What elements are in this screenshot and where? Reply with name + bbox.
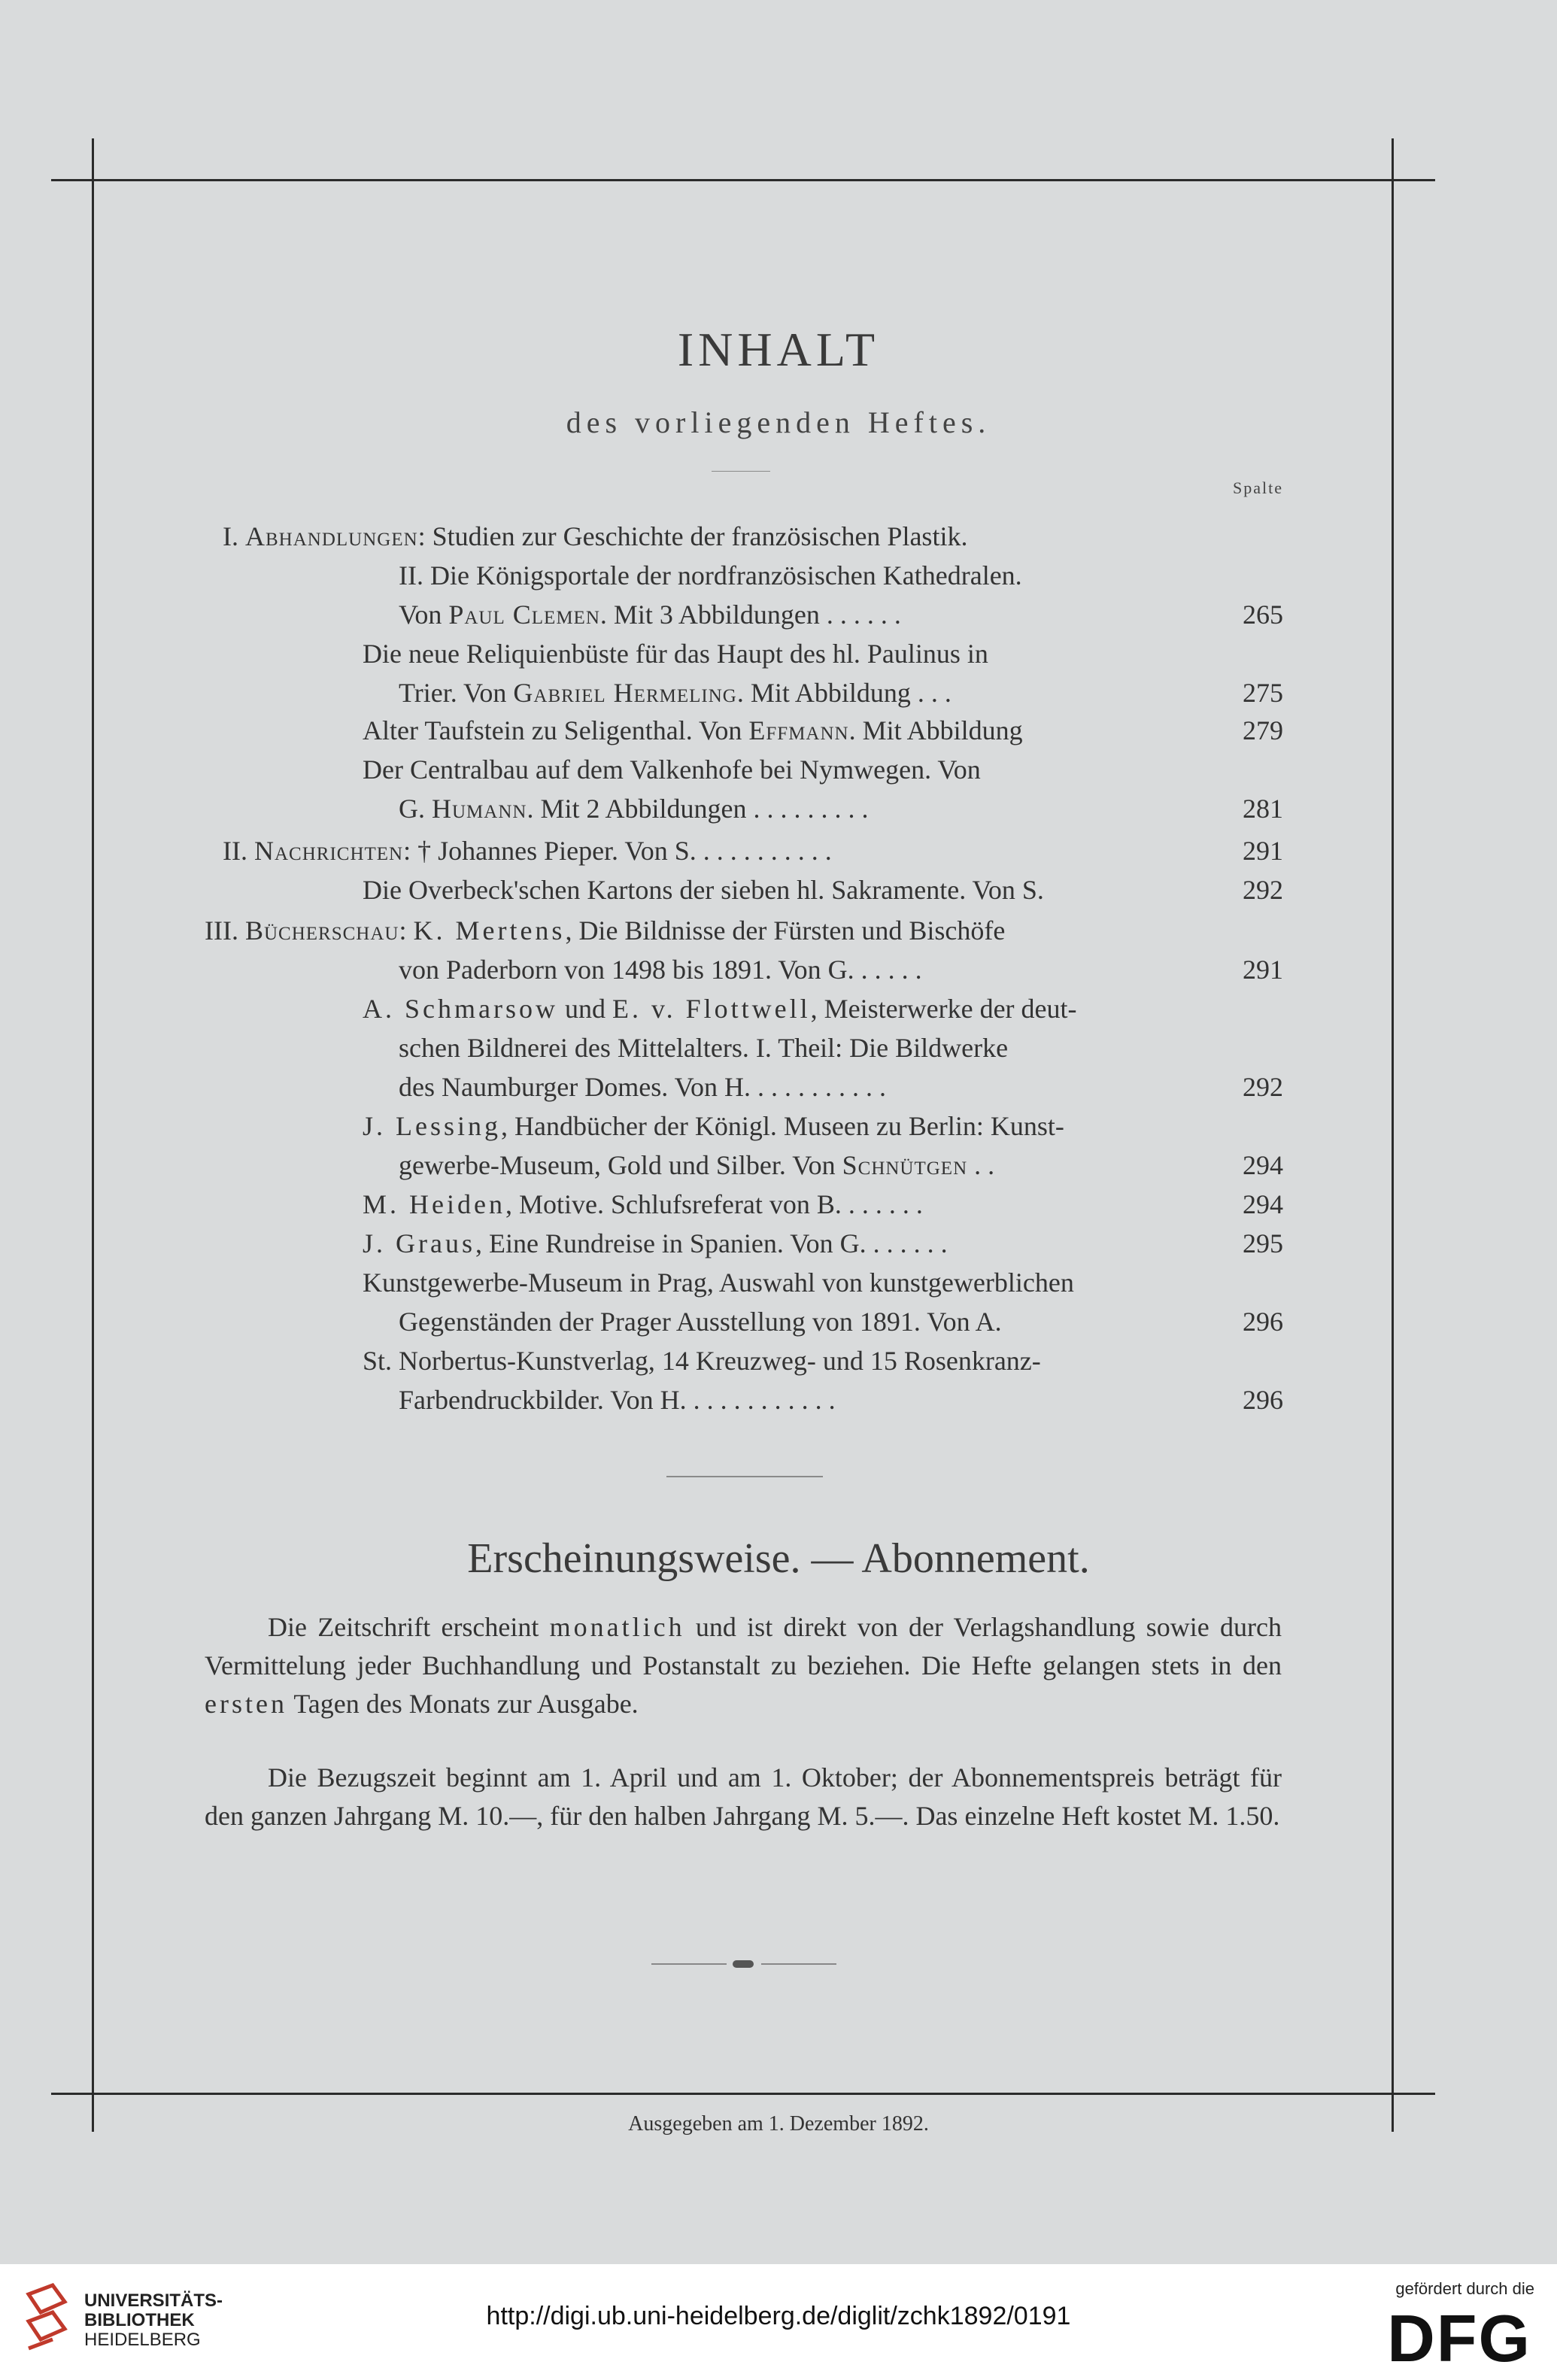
toc-text: K. Mertens	[413, 915, 566, 946]
toc-line	[363, 1185, 1234, 1223]
toc-line	[223, 518, 1234, 555]
toc-text: Schnütgen	[842, 1150, 968, 1180]
toc-text: Abhandlungen	[245, 521, 418, 551]
toc-text: von Paderborn von 1498 bis 1891. Von G. . . . . .	[399, 955, 922, 985]
toc-page-number: 291	[1243, 836, 1283, 866]
toc-line	[399, 557, 1234, 594]
p1-e: Tagen des Monats zur Ausgabe.	[287, 1689, 639, 1719]
toc-line	[363, 1225, 1234, 1262]
toc-text: . Mit 2 Abbildungen . . . . . . . . .	[527, 794, 869, 824]
toc-text: Kunstgewerbe-Museum in Prag, Auswahl von kunstgewerblichen	[363, 1267, 1074, 1298]
toc-text: Paul Clemen	[448, 600, 600, 630]
toc-text: I.	[223, 521, 245, 551]
toc-text: E. v. Flottwell	[612, 994, 811, 1024]
toc-page-number: 292	[1243, 1072, 1283, 1102]
toc-text: gewerbe-Museum, Gold und Silber. Von	[399, 1150, 842, 1180]
toc-text: , Motive. Schlufsreferat von B. . . . . . .	[505, 1189, 923, 1219]
toc-page-number: 291	[1243, 955, 1283, 985]
toc-text: Gegenständen der Prager Ausstellung von 1891. Von A.	[399, 1307, 1002, 1337]
toc-page-number: 295	[1243, 1228, 1283, 1258]
toc-line	[399, 790, 1234, 827]
library-line-2: BIBLIOTHEK	[84, 2310, 195, 2330]
toc-line	[363, 871, 1234, 909]
toc-text: : † Johannes Pieper. Von S. . . . . . . . . . .	[403, 836, 832, 866]
toc-text: und	[557, 994, 612, 1024]
toc-text: Humann	[432, 794, 527, 824]
toc-page-number: 281	[1243, 794, 1283, 824]
toc-page-number: 275	[1243, 678, 1283, 708]
paragraph-pricing: Die Bezugszeit beginnt am 1. April und am 1. Oktober; der Abonnementspreis beträgt für den ganzen Jahrgang M. 10.—, für den halben Jahrgang M. 5.—. Das einzelne Heft kostet M. 1.50.	[205, 1762, 1282, 1831]
toc-line	[399, 596, 1234, 633]
toc-text: , Eine Rundreise in Spanien. Von G. . . . . . .	[475, 1228, 948, 1258]
funding-note: gefördert durch die	[1395, 2279, 1534, 2298]
toc-text: Nachrichten	[253, 836, 404, 866]
toc-text: Von	[399, 600, 449, 630]
toc-page-number: 279	[1243, 715, 1283, 745]
toc-page-number: 296	[1243, 1307, 1283, 1337]
toc-text: . Mit Abbildung	[848, 715, 1023, 745]
toc-line	[399, 1146, 1234, 1184]
p1-emph-monthly: monatlich	[549, 1612, 685, 1642]
toc-text: : Studien zur Geschichte der französischen Plastik.	[417, 521, 968, 551]
toc-text: :	[399, 915, 414, 946]
toc-text: A. Schmarsow	[363, 994, 558, 1024]
toc-text: . Mit 3 Abbildungen . . . . . .	[599, 600, 901, 630]
toc-line	[399, 1029, 1234, 1067]
page-title: INHALT	[677, 323, 880, 376]
toc-line	[399, 674, 1234, 712]
toc-text: . Mit Abbildung . . .	[736, 678, 952, 708]
toc-page-number: 296	[1243, 1385, 1283, 1415]
toc-text: Die Overbeck'schen Kartons der sieben hl. Sakramente. Von S.	[363, 875, 1044, 905]
toc-text: M. Heiden	[363, 1189, 505, 1219]
toc-line	[399, 1068, 1234, 1106]
section-heading: Erscheinungsweise. — Abonnement.	[467, 1535, 1090, 1582]
toc-line	[399, 951, 1234, 988]
toc-text: Bücherschau	[244, 915, 399, 946]
toc-text: Trier. Von	[399, 678, 514, 708]
toc-text: G.	[399, 794, 432, 824]
toc-text: II.	[223, 836, 254, 866]
toc-text: J. Lessing	[363, 1111, 501, 1141]
toc-text: St. Norbertus-Kunstverlag, 14 Kreuzweg- und 15 Rosenkranz-	[363, 1346, 1041, 1376]
toc-text: , Meisterwerke der deut-	[810, 994, 1077, 1024]
column-label: Spalte	[1233, 478, 1283, 497]
issue-date: Ausgegeben am 1. Dezember 1892.	[628, 2112, 929, 2136]
toc-line	[363, 751, 1234, 788]
page-subtitle: des vorliegenden Heftes.	[566, 405, 991, 439]
toc-line	[205, 912, 1234, 949]
toc-line	[223, 832, 1234, 870]
toc-line	[363, 712, 1234, 749]
p1-emph-first: ersten	[205, 1689, 287, 1719]
toc-line	[363, 990, 1234, 1028]
ornament-separator	[651, 1963, 836, 1965]
toc-text: II. Die Königsportale der nordfranzösischen Kathedralen.	[399, 560, 1022, 590]
toc-text: Effmann	[748, 715, 849, 745]
toc-text: Alter Taufstein zu Seligenthal. Von	[363, 715, 749, 745]
toc-line	[399, 1381, 1234, 1419]
toc-line	[363, 635, 1234, 672]
toc-page-number: 294	[1243, 1189, 1283, 1219]
toc-text: . .	[967, 1150, 995, 1180]
toc-line	[363, 1264, 1234, 1301]
toc-text: Die neue Reliquienbüste für das Haupt des hl. Paulinus in	[363, 639, 988, 669]
toc-text: schen Bildnerei des Mittelalters. I. Theil: Die Bildwerke	[399, 1033, 1009, 1063]
section-separator	[666, 1476, 823, 1477]
toc-text: Der Centralbau auf dem Valkenhofe bei Nymwegen. Von	[363, 754, 981, 785]
toc-text: Gabriel Hermeling	[513, 678, 737, 708]
toc-page-number: 265	[1243, 600, 1283, 630]
toc-line	[363, 1342, 1234, 1380]
permalink-url[interactable]: http://digi.ub.uni-heidelberg.de/diglit/zchk1892/0191	[486, 2302, 1071, 2330]
toc-text: Farbendruckbilder. Von H. . . . . . . . . . . .	[399, 1385, 836, 1415]
toc-text: , Die Bildnisse der Fürsten und Bischöfe	[565, 915, 1006, 946]
toc-text: des Naumburger Domes. Von H. . . . . . . . . . .	[399, 1072, 886, 1102]
toc-line	[363, 1107, 1234, 1145]
dfg-logo: DFG	[1387, 2301, 1531, 2375]
toc-text: III.	[205, 915, 245, 946]
toc-text: , Handbücher der Königl. Museen zu Berlin: Kunst-	[501, 1111, 1064, 1141]
toc-text: J. Graus	[363, 1228, 475, 1258]
toc-page-number: 292	[1243, 875, 1283, 905]
p1-c: und ist direkt von der Verlagshandlung sowie durch Vermittelung jeder Buchhandlung und Postanstalt zu beziehen. Die Hefte gelangen stets in den	[205, 1612, 1282, 1680]
toc-line	[399, 1303, 1234, 1340]
p1-a: Die Zeitschrift erscheint	[268, 1612, 550, 1642]
library-line-3: HEIDELBERG	[84, 2330, 201, 2350]
toc-page-number: 294	[1243, 1150, 1283, 1180]
library-line-1: UNIVERSITÄTS-	[84, 2290, 223, 2311]
paragraph-subscription	[205, 1608, 1282, 1723]
